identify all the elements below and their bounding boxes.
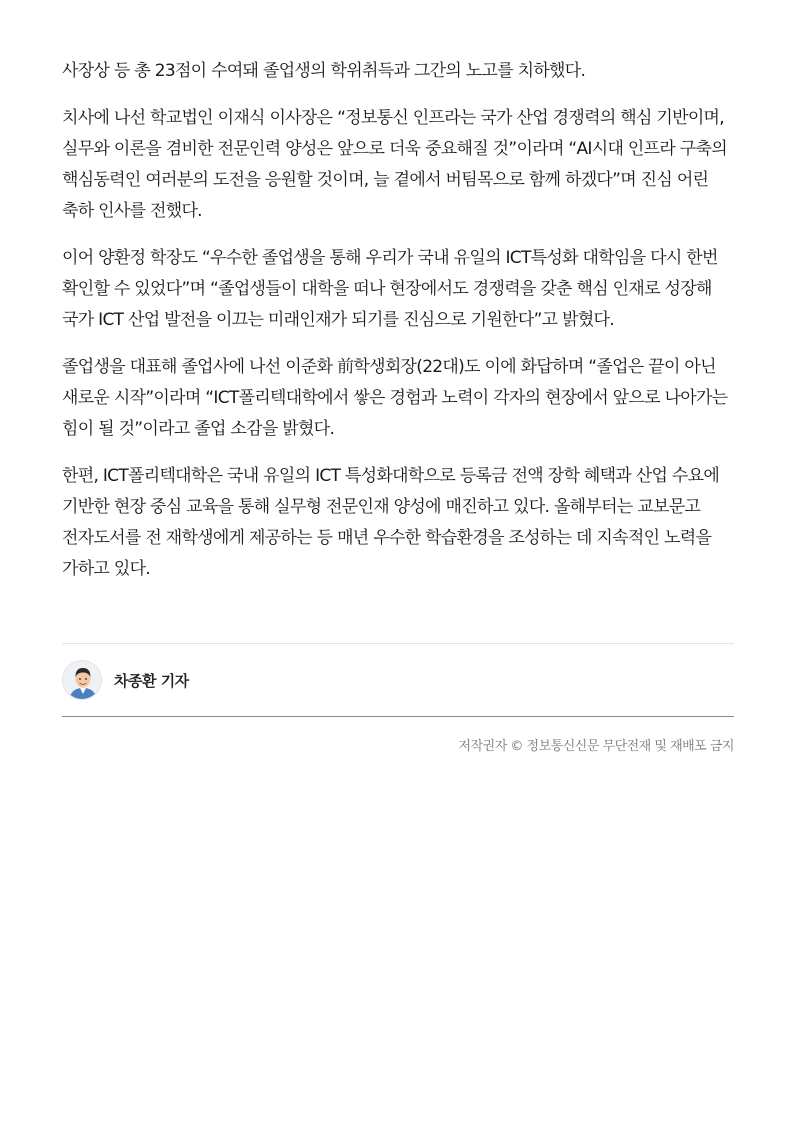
byline-divider-bottom (62, 716, 734, 717)
article-paragraph: 치사에 나선 학교법인 이재식 이사장은 “정보통신 인프라는 국가 산업 경쟁력의 핵심 기반이며, 실무와 이론을 겸비한 전문인력 양성은 앞으로 더욱 중요해질 것”이라며 “AI시대 인프라 구축의 핵심동력인 여러분의 도전을 응원할 것이며, 늘 곁에서 버팀목으로 함께 하겠다”며 진심 어린 축하 인사를 전했다. (62, 108, 727, 221)
reporter-byline[interactable] (62, 659, 734, 701)
article-paragraph: 이어 양환정 학장도 “우수한 졸업생을 통해 우리가 국내 유일의 ICT특성화 대학임을 다시 한번 확인할 수 있었다”며 “졸업생들이 대학을 떠나 현장에서도 경쟁력을 갖춘 핵심 인재로 성장해 국가 ICT 산업 발전을 이끄는 미래인재가 되기를 진심으로 기원한다”고 밝혔다. (62, 248, 718, 330)
reporter-name[interactable]: 차종환 기자 (114, 671, 189, 690)
reporter-photo-icon (63, 661, 102, 700)
reporter-avatar[interactable] (62, 660, 102, 700)
article-paragraph: 졸업생을 대표해 졸업사에 나선 이준화 前학생회장(22대)도 이에 화답하며 “졸업은 끝이 아닌 새로운 시작”이라며 “ICT폴리텍대학에서 쌓은 경험과 노력이 각자의 현장에서 앞으로 나아가는 힘이 될 것”이라고 졸업 소감을 밝혔다. (62, 357, 728, 439)
article-paragraph: 한편, ICT폴리텍대학은 국내 유일의 ICT 특성화대학으로 등록금 전액 장학 혜택과 산업 수요에 기반한 현장 중심 교육을 통해 실무형 전문인재 양성에 매진하고 있다. 올해부터는 교보문고 전자도서를 전 재학생에게 제공하는 등 매년 우수한 학습환경을 조성하는 데 지속적인 노력을 가하고 있다. (62, 466, 720, 579)
byline-divider-top (62, 643, 734, 644)
article-body (62, 56, 734, 601)
copyright-notice: 저작권자 © 정보통신신문 무단전재 및 재배포 금지 (458, 739, 734, 754)
article-paragraph: 사장상 등 총 23점이 수여돼 졸업생의 학위취득과 그간의 노고를 치하했다. (62, 61, 586, 81)
